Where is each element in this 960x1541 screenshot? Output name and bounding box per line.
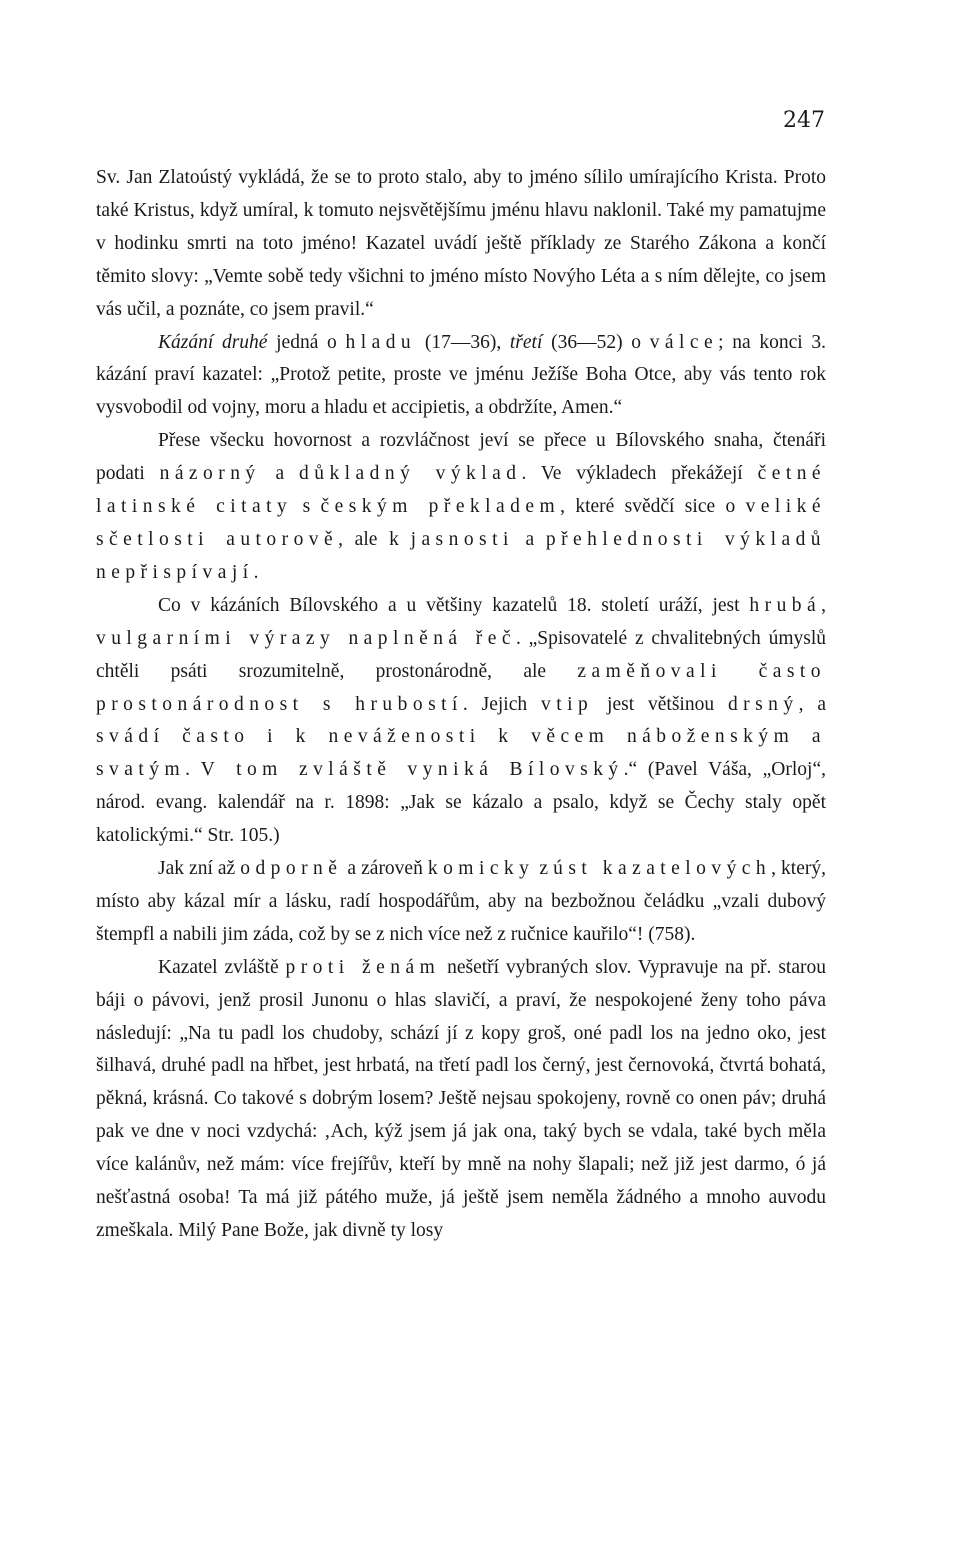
page-number: 247 [783, 108, 825, 133]
text-run: (17—36), [416, 331, 510, 353]
spaced-emphasis-text: proti ženám [285, 956, 441, 978]
text-run: Co v kázáních Bílovského a u většiny kazatelů 18. století uráží, jest [158, 594, 750, 616]
text-run: . [185, 759, 201, 781]
spaced-emphasis-text: názorný [159, 463, 261, 485]
spaced-emphasis-text: odporně [240, 858, 343, 880]
spaced-emphasis-text: důkladný výklad [299, 463, 522, 485]
text-run: , který, místo aby kázal mír a lásku, radí hospodářům, aby na bezbožnou čeládku „vzali dubový štempfl a nabili jim záda, což by se z nich více než z ručnice kauřilo“! (758). [96, 858, 826, 945]
text-run: (36—52) o [542, 331, 650, 353]
spaced-emphasis-text: jasnosti [410, 528, 514, 550]
text-run: z [534, 858, 554, 880]
text-run: ; na konci 3. kázání praví kazatel: „Protož petite, proste ve jménu Ježíše Boha Otce, aby vás tento rok vysvobodil od vojny, moru a hladu et accipietis, a obdržíte, Amen.“ [96, 331, 826, 419]
paragraph [96, 853, 826, 952]
spaced-emphasis-text: četné latinské citaty [96, 463, 827, 518]
text-run: Sv. Jan Zlatoústý vykládá, že se to proto stalo, aby to jméno sílilo umírajícího Krista. Proto také Kristus, když umíral, k tomuto nejsvětějšímu jménu hlavu naklonil. Také my pamatujme v hodinku smrti na toto jméno! Kazatel uvádí ještě příklady ze Starého Zákona a končí těmito slovy: „Vemte sobě tedy všichni to jméno místo Novýho Léta a s ním dělejte, co jsem vás učil, a poznáte, co jsem pravil.“ [96, 167, 826, 320]
italic-text: třetí [509, 331, 543, 353]
text-run: , [821, 594, 826, 616]
text-run: Kazatel zvláště [158, 956, 286, 978]
text-run: a [260, 463, 300, 485]
spaced-emphasis-text: přehlednosti výkladů nepřispívají [96, 528, 827, 583]
text-run: Přese všecku hovornost a rozvláčnost jeví se přece u Bílovského snaha, čtenáři podati [96, 430, 826, 485]
body-text [96, 162, 826, 1248]
spaced-emphasis-text: hrubá [749, 594, 822, 616]
text-run: . Ve výkladech překážejí [521, 463, 758, 485]
spaced-emphasis-text: českým překladem [320, 496, 561, 518]
text-run: Jak zní až [158, 858, 241, 880]
spaced-emphasis-text: vtip [540, 693, 594, 715]
paragraph [96, 327, 826, 426]
paragraph [96, 425, 826, 590]
text-run: . Jejich [462, 693, 541, 715]
spaced-emphasis-text: komicky [427, 858, 535, 880]
text-run: jest většinou [593, 693, 728, 715]
spaced-emphasis-text: drsný [727, 693, 799, 715]
paragraph [96, 162, 826, 327]
spaced-emphasis-text: svádí často i k neváženosti k věcem náboženským a svatým [96, 726, 826, 781]
spaced-emphasis-text: úst kazatelových [553, 858, 772, 880]
text-run: .“ (Pavel Váša, „Orloj“, národ. evang. kalendář na r. 1898: „Jak se kázalo a psalo, když se Čechy staly opět katolickými.“ Str. 105.) [96, 759, 826, 847]
spaced-emphasis-text: veliké sčetlosti autorově [96, 496, 826, 550]
spaced-emphasis-text: zaměňovali často prostonárodnost s hrubostí [96, 660, 826, 715]
text-run: a zároveň [342, 858, 428, 880]
text-run: , které svědčí sice o [560, 496, 746, 518]
text-run: a [513, 528, 546, 550]
text-run: , a [798, 693, 826, 715]
text-run: jedná o [267, 331, 346, 353]
spaced-emphasis-text: hladu [345, 331, 417, 353]
italic-text: Kázání druhé [158, 331, 268, 353]
text-run: nešetří vybraných slov. Vypravuje na př. starou báji o pávovi, jenž prosil Junonu o hlas slavičí, a praví, že nespokojené ženy toho páva následují: „Na tu padl los chudoby, schází jí z kopy groš, oné padl los na jedno oko, jest šilhavá, druhé padl na hřbet, jest hrbatá, na třetí padl los černý, jest černovoká, čtvrtá bohatá, pěkná, krásná. Co takové s dobrým losem? Ještě nejsau spokojeny, rovně co onen páv; druhá pak ve dne v noci vzdychá: ‚Ach, kýž jsem já jak ona, taký bych se vdala, také bych měla více kalánův, než mám: více frejířův, kteří by mně na nohy šlapali; než již jest darmo, ó já nešťastná osoba! Ta má již pátého muže, já ještě jsem neměla žádného a mnoho auvodu zmeškala. Milý Pane Bože, jak divně ty losy [96, 956, 826, 1241]
spaced-emphasis-text: válce [649, 331, 719, 353]
spaced-emphasis-text: vulgarními výrazy naplněná řeč [96, 627, 516, 649]
paragraph [96, 590, 826, 853]
spaced-emphasis-text: V tom zvláště vyniká Bílovský [200, 759, 624, 781]
text-run: . [253, 561, 259, 583]
text-run: s [292, 496, 321, 518]
paragraph [96, 952, 826, 1248]
text-run: . „Spisovatelé z chvalitebných úmyslů chtěli psáti srozumitelně, prostonárodně, ale [96, 627, 826, 682]
text-run: , ale k [338, 528, 411, 550]
